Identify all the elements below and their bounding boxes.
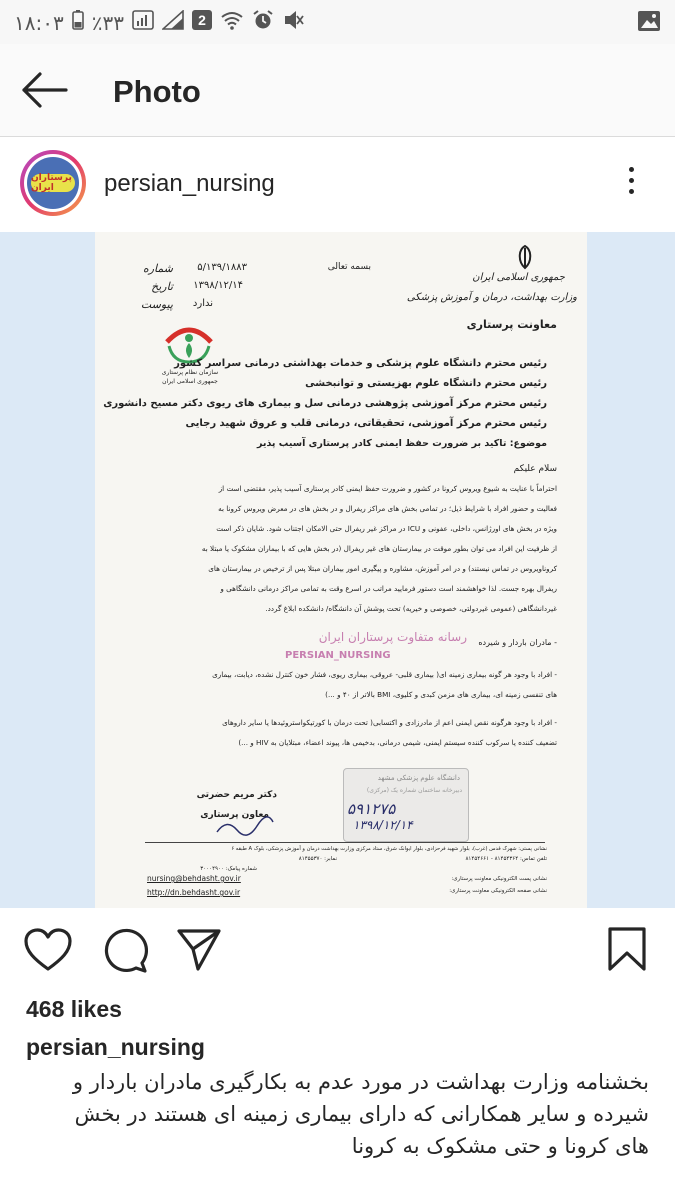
date-label: تاریخ bbox=[151, 280, 173, 293]
like-heart-icon[interactable] bbox=[24, 928, 72, 977]
battery-percent: ٪۳۳ bbox=[91, 11, 124, 35]
number-label: شماره bbox=[142, 262, 173, 275]
body-line-5: کروناویروس در تماس نیستند) و در امر آموزش، مشاوره و پیگیری امور بیماران مبتلا پس از ترخیص در بیمارستان های bbox=[208, 564, 557, 573]
recipient-1: رئیس محترم دانشگاه علوم پزشکی و خدمات بهداشتی درمانی سراسر کشور bbox=[174, 358, 547, 369]
avatar-image bbox=[27, 157, 79, 209]
app-bar bbox=[0, 44, 675, 137]
footer-phone: تلفن تماس: ۸۱۴۵۴۳۶۴ - ۸۱۴۵۴۶۶۱ bbox=[465, 856, 547, 862]
recipient-3: رئیس محترم مرکز آموزشی پژوهشی درمانی سل و بیماری های ریوی دکتر مسیح دانشوری bbox=[103, 398, 547, 409]
notification-count-icon bbox=[192, 10, 212, 36]
stamp-number: ۵۹۱۲۷۵ bbox=[347, 800, 396, 818]
gov-line-2: وزارت بهداشت، درمان و آموزش پزشکی bbox=[406, 292, 577, 303]
cell-signal-icon bbox=[162, 10, 184, 36]
item-1: - مادران باردار و شیرده bbox=[478, 638, 557, 647]
footer-email-label: نشانی پست الکترونیکی معاونت پرستاری: bbox=[451, 876, 547, 882]
footer-web-label: نشانی صفحه الکترونیکی معاونت پرستاری: bbox=[449, 888, 547, 894]
battery-icon bbox=[72, 10, 84, 36]
footer-email: nursing@behdasht.gov.ir bbox=[147, 874, 241, 883]
body-line-7: غیردانشگاهی (عمومی غیردولتی، خصوصی و خیریه) تحت پوشش آن دانشگاه/ دانشکده ابلاغ گردد. bbox=[265, 604, 557, 613]
bookmark-icon[interactable] bbox=[607, 926, 647, 977]
body-line-3: ویژه در بخش های اورژانس، داخلی، عفونی و ICU در مراکز غیر ریفرال حتی الامکان اجتناب شود. شایان ذکر است bbox=[216, 524, 557, 533]
stamp-line-1: دانشگاه علوم پزشکی مشهد bbox=[377, 774, 460, 782]
footer-postal: شماره پیامک: ۳۰۰۰۴۹۰۰ bbox=[200, 866, 257, 872]
item-2-line-1: - افراد با وجود هر گونه بیماری زمینه ای( بیماری قلبی- عروقی، بیماری ریوی، فشار خون کنترل نشده، دیابت، بیماری bbox=[212, 670, 557, 679]
back-arrow-icon[interactable] bbox=[20, 72, 68, 113]
greeting: سلام علیکم bbox=[513, 464, 557, 474]
caption-username[interactable]: persian_nursing bbox=[26, 1034, 205, 1060]
signer-title: معاون پرستاری bbox=[200, 810, 269, 820]
footer-address: نشانی پستی: شهرک قدس (غرب)، بلوار شهید فرحزادی، بلوار ایوانک شرق، ستاد مرکزی وزارت بهداشت درمان و آموزش پزشکی، بلوک A طبقه ۶ bbox=[231, 846, 547, 852]
status-time: ۱۸:۰۳ bbox=[14, 11, 64, 35]
watermark-en: PERSIAN_NURSING bbox=[285, 650, 391, 661]
number-value: ۵/۱۳۹/۱۸۸۳ bbox=[197, 262, 247, 273]
footer-fax: نمابر: ۸۱۴۵۵۳۷۰ bbox=[298, 856, 337, 862]
stamp-date: ۱۳۹۸/۱۲/۱۴ bbox=[353, 818, 413, 832]
caption-line: شیرده و سایر همکارانی که دارای بیماری زمینه ای هستند در بخش bbox=[74, 1102, 649, 1126]
post-username[interactable]: persian_nursing bbox=[104, 170, 275, 197]
mute-icon bbox=[282, 10, 304, 36]
date-value: ۱۳۹۸/۱۲/۱۴ bbox=[193, 280, 243, 291]
notification-count: 2 bbox=[198, 12, 206, 28]
body-line-6: ریفرال بهره جست. لذا خواهشمند است دستور فرمایید مراتب در اسرع وقت به تمامی مراکز درمانی دانشگاهی و bbox=[220, 584, 557, 593]
recipient-4: رئیس محترم مرکز آموزشی، تحقیقاتی، درمانی قلب و عروق شهید رجایی bbox=[185, 418, 547, 429]
wifi-icon bbox=[220, 10, 244, 36]
body-line-1: احتراماً با عنایت به شیوع ویروس کرونا در کشور و ضرورت حفظ ایمنی کادر پرستاری آسیب پذیر، مقتضی است از bbox=[218, 484, 557, 493]
status-bar bbox=[0, 0, 675, 44]
footer-web: http://dn.behdasht.gov.ir bbox=[147, 888, 241, 897]
share-send-icon[interactable] bbox=[176, 928, 222, 977]
body-line-2: فعالیت و حضور افراد با شرایط ذیل؛ در تمامی بخش های مراکز ریفرال و در بخش های در معرض ویروس کرونا به bbox=[218, 504, 557, 513]
attachment-value: ندارد bbox=[192, 298, 213, 309]
subject: موضوع: تاکید بر ضرورت حفظ ایمنی کادر پرستاری آسیب پذیر bbox=[256, 438, 547, 449]
post-header bbox=[0, 137, 675, 232]
caption-line: بخشنامه وزارت بهداشت در مورد عدم به بکارگیری مادران باردار و bbox=[72, 1070, 649, 1094]
watermark-fa: رسانه متفاوت پرستاران ایران bbox=[318, 630, 467, 644]
more-options-icon[interactable] bbox=[629, 167, 637, 200]
status-bar-left bbox=[14, 10, 304, 36]
post-actions bbox=[0, 908, 675, 988]
caption-line: های کرونا و حتی مشکوک به کرونا bbox=[351, 1134, 649, 1158]
avatar-inner bbox=[24, 154, 82, 212]
likes-count[interactable]: 468 likes bbox=[26, 996, 122, 1022]
signal-stats-icon bbox=[132, 10, 154, 36]
basmala: بسمه تعالی bbox=[327, 262, 371, 272]
gallery-notification-icon bbox=[637, 10, 661, 37]
nursing-org-logo-text: سازمان نظام پرستاری جمهوری اسلامی ایران bbox=[161, 369, 219, 385]
stamp-line-2: دبیرخانه ساختمان شماره یک (مرکزی) bbox=[366, 787, 462, 794]
page-title: Photo bbox=[113, 74, 201, 109]
attachment-label: پیوست bbox=[140, 298, 173, 311]
post-photo[interactable] bbox=[0, 232, 675, 908]
avatar[interactable] bbox=[20, 150, 86, 216]
avatar-text: پرستاران ایران bbox=[31, 174, 75, 192]
body-line-4: از ظرفیت این افراد می توان بطور موقت در بیمارستان های غیر ریفرال (در بخش هایی که با بیماران مشکوک یا مبتلا به bbox=[201, 544, 557, 553]
alarm-icon bbox=[252, 10, 274, 36]
item-3-line-2: تضعیف کننده یا سرکوب کننده سیستم ایمنی، شیمی درمانی، بدخیمی ها، پیوند اعضاء، مبتلایان به HIV و ...) bbox=[238, 738, 557, 747]
post-caption bbox=[19, 1066, 649, 1162]
footer-divider bbox=[145, 842, 545, 843]
signer-name: دکتر مریم حضرتی bbox=[196, 790, 277, 800]
item-2-line-2: های تنفسی زمینه ای، بیماری های مزمن کبدی و کلیوی، BMI بالاتر از ۴۰ و ...) bbox=[325, 690, 557, 699]
comment-icon[interactable] bbox=[102, 928, 148, 979]
signature bbox=[215, 816, 275, 843]
recipient-2: رئیس محترم دانشگاه علوم بهزیستی و توانبخشی bbox=[305, 378, 547, 389]
iran-emblem-icon bbox=[512, 244, 538, 275]
item-3-line-1: - افراد با وجود هرگونه نقص ایمنی اعم از مادرزادی و اکتسابی( تحت درمان با کورتیکواستروئیدها یا سایر داروهای bbox=[222, 718, 557, 727]
gov-line-1: جمهوری اسلامی ایران bbox=[472, 272, 565, 283]
department: معاونت پرستاری bbox=[466, 318, 557, 331]
document-scan bbox=[95, 232, 587, 908]
